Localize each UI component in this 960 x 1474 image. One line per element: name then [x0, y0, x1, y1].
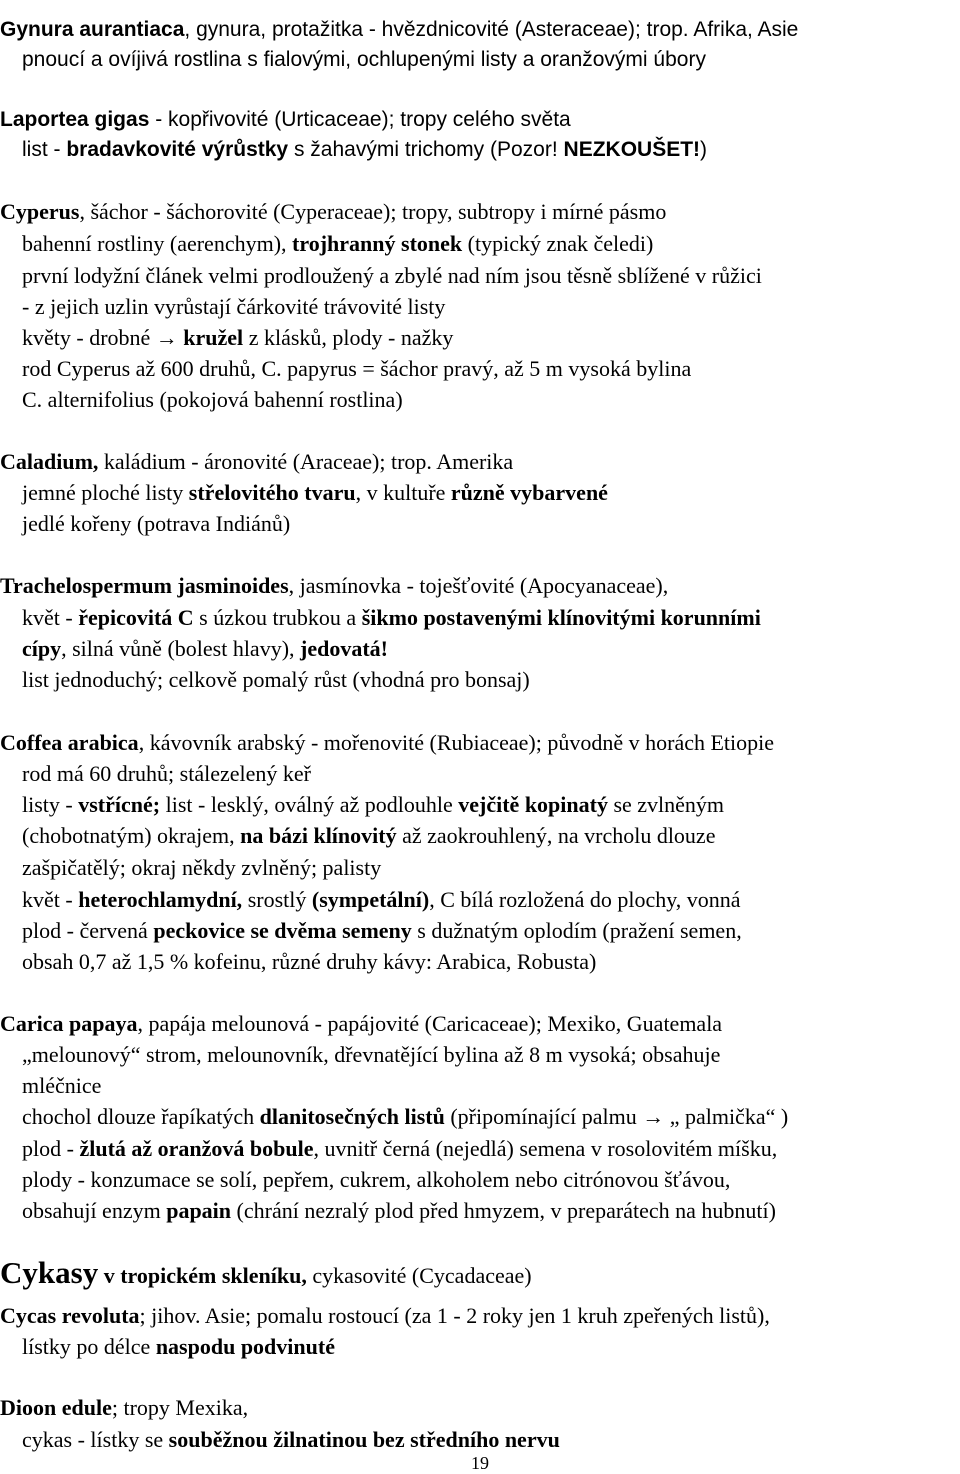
text-run: až zaokrouhlený, na vrcholu dlouze [396, 823, 716, 848]
text-run: , gynura, protažitka - hvězdnicovité (Asteraceae); trop. Afrika, Asie [184, 18, 799, 41]
bold-term: Coffea arabica [0, 730, 139, 755]
text-run: list - lesklý, oválný až podlouhle [160, 792, 459, 817]
text-run: list jednoduchý; celkově pomalý růst (vhodná pro bonsaj) [22, 667, 530, 692]
text-run: z klásků, plody - nažky [243, 325, 454, 350]
bold-term: řepicovitá C [78, 605, 194, 630]
text-run: s úzkou trubkou a [193, 605, 362, 630]
text-run: rod Cyperus až 600 druhů, C. papyrus = šáchor pravý, až 5 m vysoká bylina [22, 356, 692, 381]
text-run: , C bílá rozložená do plochy, vonná [429, 887, 741, 912]
bold-term: dlanitosečných listů [259, 1104, 445, 1129]
text-line [0, 1392, 248, 1423]
text-run: (chrání nezralý plod před hmyzem, v preparátech na hubnutí) [231, 1198, 776, 1223]
text-line [22, 1331, 335, 1362]
bold-term: na bázi klínovitý [240, 823, 397, 848]
text-line [0, 727, 774, 758]
text-line [22, 852, 381, 883]
bold-term: vejčitě kopinatý [458, 792, 608, 817]
text-run: jedlé kořeny (potrava Indiánů) [22, 511, 291, 536]
text-run: obsahují enzym [22, 1198, 167, 1223]
bold-term: Cykasy [0, 1255, 99, 1290]
text-run: mléčnice [22, 1073, 102, 1098]
text-line [22, 664, 530, 695]
text-line [22, 44, 706, 75]
text-line [0, 446, 513, 477]
text-run: - z jejich uzlin vyrůstají čárkovité trávovité listy [22, 294, 446, 319]
text-run: květy - drobné → [22, 325, 184, 350]
text-line [22, 384, 403, 415]
bold-term: Caladium, [0, 449, 99, 474]
text-line [22, 260, 762, 291]
text-run: list - [22, 138, 67, 161]
text-line [22, 1424, 560, 1455]
bold-term: cípy [22, 636, 62, 661]
text-line [22, 1195, 776, 1226]
text-run: , uvnitř černá (nejedlá) semena v rosolovitém míšku, [313, 1136, 778, 1161]
text-run: zašpičatělý; okraj někdy zvlněný; palisty [22, 855, 382, 880]
text-line [22, 1101, 788, 1132]
text-line [22, 291, 445, 322]
text-line [22, 884, 741, 915]
text-run: bahenní rostliny (aerenchym), [22, 231, 293, 256]
bold-term: v tropickém skleníku, [98, 1263, 307, 1288]
text-run: , jasmínovka - toješťovité (Apocyanaceae), [288, 573, 669, 598]
bold-term: trojhranný stonek [292, 231, 463, 256]
text-run: lístky po délce [22, 1334, 156, 1359]
text-line [22, 508, 290, 539]
bold-term: střelovitého tvaru [188, 480, 356, 505]
text-line [22, 228, 653, 259]
text-run: plod - [22, 1136, 80, 1161]
text-run: , v kultuře [355, 480, 451, 505]
text-line [0, 1300, 770, 1331]
bold-term: žlutá až oranžová bobule [79, 1136, 314, 1161]
text-run: plody - konzumace se solí, pepřem, cukrem, alkoholem nebo citrónovou šťávou, [22, 1167, 731, 1192]
bold-term: Cycas revoluta [0, 1303, 140, 1328]
text-line [22, 477, 608, 508]
text-run: s dužnatým oplodím (pražení semen, [411, 918, 742, 943]
text-line [22, 353, 691, 384]
text-line [0, 104, 571, 135]
bold-term: kružel [183, 325, 244, 350]
text-run: květ - [22, 605, 79, 630]
text-line [0, 1008, 722, 1039]
text-run: ; tropy Mexika, [111, 1395, 249, 1420]
text-line [22, 789, 724, 820]
text-run: kaládium - áronovité (Araceae); trop. Amerika [98, 449, 514, 474]
text-line [22, 1133, 777, 1164]
text-run: s žahavými trichomy (Pozor! [288, 138, 564, 161]
text-line [22, 915, 742, 946]
bold-term: různě vybarvené [450, 480, 608, 505]
text-line [0, 1257, 532, 1288]
text-run: „melounový“ strom, melounovník, dřevnatějící bylina až 8 m vysoká; obsahuje [22, 1042, 721, 1067]
text-run: se zvlněným [607, 792, 725, 817]
text-run: , silná vůně (bolest hlavy), [61, 636, 301, 661]
bold-term: souběžnou žilnatinou bez středního nervu [168, 1427, 560, 1452]
text-line [0, 196, 666, 227]
text-run: pnoucí a ovíjivá rostlina s fialovými, ochlupenými listy a oranžovými úbory [22, 48, 706, 71]
bold-term: Carica papaya [0, 1011, 138, 1036]
text-line [22, 758, 311, 789]
bold-term: papain [166, 1198, 232, 1223]
text-line [22, 1039, 720, 1070]
text-run: květ - [22, 887, 79, 912]
bold-term: naspodu podvinuté [155, 1334, 335, 1359]
text-run: srostlý [242, 887, 312, 912]
bold-term: bradavkovité výrůstky [66, 138, 289, 161]
text-run: - kopřivovité (Urticaceae); tropy celého světa [149, 108, 571, 131]
text-run: , papája melounová - papájovité (Caricaceae); Mexiko, Guatemala [137, 1011, 723, 1036]
bold-term: (sympetální) [311, 887, 430, 912]
text-run: ; jihov. Asie; pomalu rostoucí (za 1 - 2 roky jen 1 kruh zpeřených listů), [139, 1303, 770, 1328]
bold-term: Gynura aurantiaca [0, 18, 185, 41]
text-line [22, 946, 596, 977]
text-run: (chobotnatým) okrajem, [22, 823, 241, 848]
bold-term: NEZKOUŠET! [563, 138, 701, 161]
text-run: rod má 60 druhů; stálezelený keř [22, 761, 311, 786]
bold-term: peckovice se dvěma semeny [153, 918, 412, 943]
text-run: plod - červená [22, 918, 154, 943]
text-line [0, 14, 798, 45]
text-run: (připomínající palmu → „ palmička“ ) [444, 1104, 789, 1129]
text-line [22, 322, 453, 353]
text-run: ) [700, 138, 708, 161]
page-number: 19 [471, 1453, 489, 1473]
bold-term: heterochlamydní, [78, 887, 243, 912]
text-run: chochol dlouze řapíkatých [22, 1104, 260, 1129]
text-run: jemné ploché listy [22, 480, 189, 505]
bold-term: Laportea gigas [0, 108, 150, 131]
bold-term: jedovatá! [300, 636, 389, 661]
bold-term: Cyperus [0, 199, 80, 224]
text-line [0, 570, 668, 601]
text-run: , šáchor - šáchorovité (Cyperaceae); tropy, subtropy i mírné pásmo [79, 199, 667, 224]
bold-term: vstřícné; [78, 792, 161, 817]
text-line [22, 1070, 101, 1101]
text-run: , kávovník arabský - mořenovité (Rubiaceae); původně v horách Etiopie [138, 730, 775, 755]
text-run: první lodyžní článek velmi prodloužený a zbylé nad ním jsou těsně sblížené v růžici [22, 263, 762, 288]
bold-term: Trachelospermum jasminoides [0, 573, 289, 598]
text-run: obsah 0,7 až 1,5 % kofeinu, různé druhy kávy: Arabica, Robusta) [22, 949, 597, 974]
text-run: cykas - lístky se [22, 1427, 169, 1452]
bold-term: šikmo postavenými klínovitými korunními [361, 605, 761, 630]
text-run: listy - [22, 792, 79, 817]
text-line [22, 602, 761, 633]
text-line [22, 1164, 730, 1195]
text-line [22, 633, 388, 664]
bold-term: Dioon edule [0, 1395, 112, 1420]
text-run: C. alternifolius (pokojová bahenní rostlina) [22, 387, 403, 412]
text-run: cykasovité (Cycadaceae) [306, 1263, 532, 1288]
text-line [22, 820, 715, 851]
text-line [22, 134, 707, 165]
text-run: (typický znak čeledi) [462, 231, 654, 256]
